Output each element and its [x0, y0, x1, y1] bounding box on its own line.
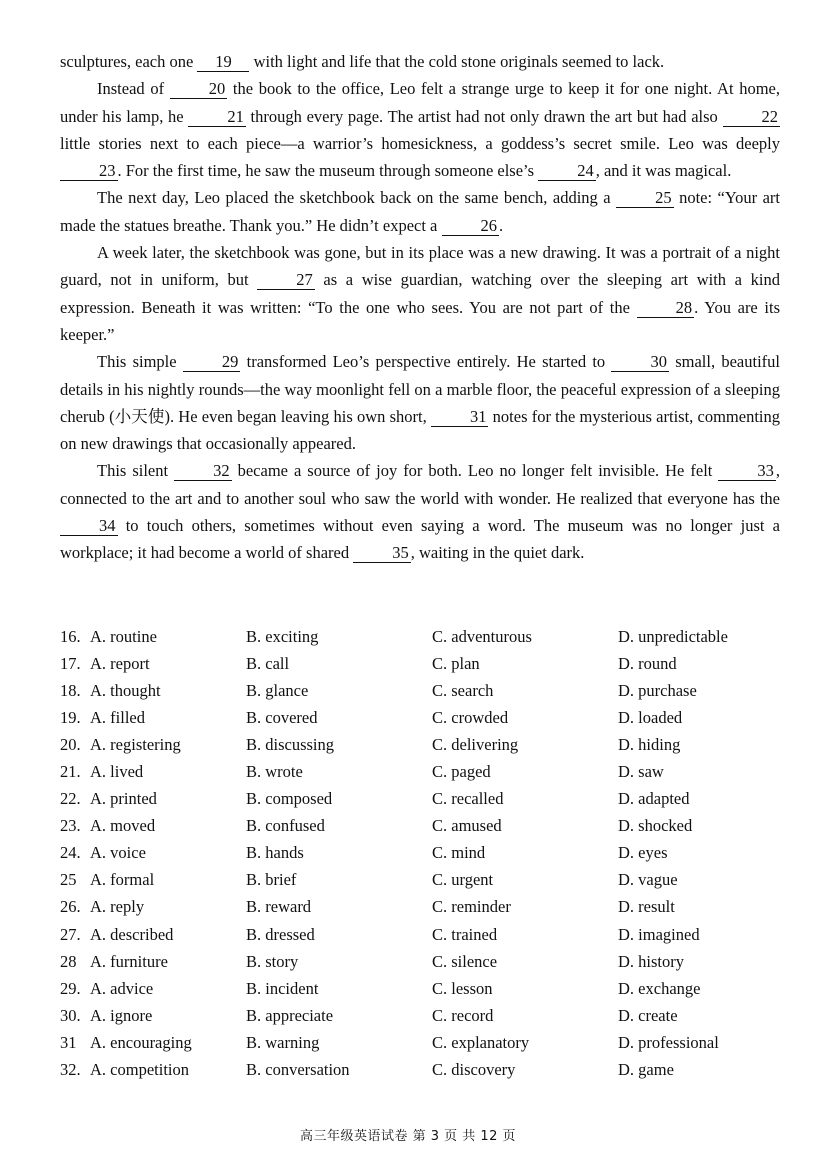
answer-options [60, 623, 780, 1084]
passage-text: transformed Leo’s perspective entirely. He started to [240, 352, 612, 372]
option-a: A. report [90, 653, 150, 673]
option-b: B. wrote [246, 762, 303, 782]
option-d: D. professional [618, 1032, 719, 1052]
option-b: B. composed [246, 789, 333, 809]
option-a-cell [60, 762, 246, 782]
option-d: D. vague [618, 870, 678, 890]
option-row [60, 758, 780, 785]
question-number: 31 [60, 1032, 77, 1052]
page-footer: 高三年级英语试卷 第 3 页 共 12 页 [299, 1129, 517, 1144]
option-row [60, 867, 780, 894]
option-a-cell [60, 1033, 246, 1053]
passage-text: Instead of [97, 79, 170, 99]
option-c: C. paged [432, 762, 491, 782]
option-a-cell [60, 627, 246, 647]
option-b: B. call [246, 653, 290, 673]
option-a: A. reply [90, 897, 145, 917]
option-row [60, 1029, 780, 1056]
option-c: C. search [432, 680, 494, 700]
option-a-cell [60, 952, 246, 972]
option-d: D. adapted [618, 789, 690, 809]
option-c: C. plan [432, 653, 480, 673]
option-a: A. ignore [90, 1005, 153, 1025]
option-b: B. exciting [246, 626, 319, 646]
passage-text: The next day, Leo placed the sketchbook back on the same bench, adding a [97, 188, 617, 208]
option-a-cell [60, 870, 246, 890]
option-b: B. hands [246, 843, 304, 863]
option-d: D. history [618, 951, 684, 971]
passage-text: the book to the office, Leo felt a strange urge to keep it for one night. At home, under his lamp, he [60, 79, 780, 126]
question-number: 20. [60, 734, 81, 754]
blank-32: 32 [174, 462, 232, 481]
question-number: 22. [60, 789, 81, 809]
blank-24: 24 [538, 162, 596, 181]
option-row [60, 894, 780, 921]
option-b: B. warning [246, 1032, 320, 1052]
option-b: B. brief [246, 870, 297, 890]
blank-31: 31 [431, 408, 489, 427]
option-row [60, 623, 780, 650]
option-a: A. furniture [90, 951, 168, 971]
passage-text: This simple [97, 352, 183, 372]
passage-text: , and it was magical. [595, 161, 732, 181]
option-a-cell [60, 681, 246, 701]
option-a-cell [60, 654, 246, 674]
blank-34: 34 [60, 517, 118, 536]
blank-25: 25 [616, 189, 674, 208]
blank-35: 35 [353, 544, 411, 563]
option-a: A. lived [90, 762, 144, 782]
option-a: A. competition [90, 1060, 189, 1080]
option-row [60, 731, 780, 758]
option-a: A. registering [90, 734, 181, 754]
option-c: C. silence [432, 951, 498, 971]
question-number: 27. [60, 924, 81, 944]
option-row [60, 650, 780, 677]
option-c: C. record [432, 1005, 494, 1025]
passage-paragraph [60, 239, 780, 348]
option-c: C. reminder [432, 897, 511, 917]
option-d: D. imagined [618, 924, 700, 944]
option-a-cell [60, 816, 246, 836]
option-a: A. advice [90, 978, 154, 998]
option-c: C. mind [432, 843, 486, 863]
option-a-cell [60, 708, 246, 728]
passage-text: , connected to the art and to another soul who saw the world with wonder. He realized that everyone has the [60, 461, 780, 508]
option-a-cell [60, 1006, 246, 1026]
option-d: D. saw [618, 762, 664, 782]
option-c: C. recalled [432, 789, 504, 809]
blank-27: 27 [257, 271, 315, 290]
passage-text: . For the first time, he saw the museum through someone else’s [117, 161, 539, 181]
option-row [60, 840, 780, 867]
passage-paragraph [60, 75, 780, 184]
option-a: A. voice [90, 843, 146, 863]
option-b: B. glance [246, 680, 309, 700]
passage-text: small, beautiful details in his nightly rounds—the way moonlight fell on a marble floor, the peaceful expression of a sleeping cherub (小天使). He even began leaving his own short, [60, 352, 780, 426]
option-d: D. purchase [618, 680, 697, 700]
passage-text: . [499, 215, 504, 235]
option-a-cell [60, 843, 246, 863]
question-number: 32. [60, 1060, 81, 1080]
passage-text: . You are its keeper.” [60, 297, 780, 344]
option-c: C. amused [432, 816, 502, 836]
option-d: D. result [618, 897, 675, 917]
option-a: A. thought [90, 680, 161, 700]
passage-text: became a source of joy for both. Leo no longer felt invisible. He felt [231, 461, 719, 481]
option-a-cell [60, 925, 246, 945]
passage-text: , waiting in the quiet dark. [410, 543, 585, 563]
option-c: C. lesson [432, 978, 493, 998]
passage-text: A week later, the sketchbook was gone, but in its place was a new drawing. It was a portrait of a night guard, not in uniform, but [60, 243, 780, 290]
option-c: C. adventurous [432, 626, 532, 646]
option-a-cell [60, 979, 246, 999]
option-a: A. encouraging [90, 1032, 192, 1052]
blank-20: 20 [170, 80, 228, 99]
option-b: B. story [246, 951, 299, 971]
blank-19: 19 [197, 53, 249, 72]
option-d: D. game [618, 1060, 674, 1080]
blank-29: 29 [183, 353, 241, 372]
option-row [60, 975, 780, 1002]
option-d: D. unpredictable [618, 626, 728, 646]
option-row [60, 1002, 780, 1029]
passage-text: This silent [97, 461, 175, 481]
passage-text: sculptures, each one [60, 52, 198, 71]
option-b: B. conversation [246, 1060, 350, 1080]
option-a: A. routine [90, 626, 157, 646]
option-c: C. explanatory [432, 1032, 530, 1052]
option-c: C. discovery [432, 1060, 516, 1080]
passage-text: through every page. The artist had not only drawn the art but had also [245, 106, 723, 126]
option-b: B. discussing [246, 734, 335, 754]
option-b: B. appreciate [246, 1005, 334, 1025]
option-row [60, 1057, 780, 1084]
passage-text: as a wise guardian, watching over the sleeping art with a kind expression. Beneath it was written: “To the one who sees. You are not part of the [60, 270, 780, 317]
option-d: D. shocked [618, 816, 693, 836]
blank-26: 26 [442, 217, 500, 236]
option-row [60, 921, 780, 948]
option-a: A. moved [90, 816, 156, 836]
question-number: 18. [60, 680, 81, 700]
blank-23: 23 [60, 162, 118, 181]
passage-text: little stories next to each piece—a warrior’s homesickness, a goddess’s secret smile. Leo was deeply [60, 133, 780, 153]
option-b: B. covered [246, 707, 318, 727]
question-number: 25 [60, 870, 77, 890]
passage-text: with light and life that the cold stone originals seemed to lack. [249, 52, 665, 71]
option-c: C. urgent [432, 870, 494, 890]
option-row [60, 704, 780, 731]
option-row [60, 813, 780, 840]
question-number: 19. [60, 707, 81, 727]
option-c: C. trained [432, 924, 498, 944]
option-a-cell [60, 897, 246, 917]
option-c: C. delivering [432, 734, 519, 754]
option-a: A. filled [90, 707, 145, 727]
passage-text: notes for the mysterious artist, commenting on new drawings that occasionally appeared. [60, 406, 780, 454]
option-a: A. formal [90, 870, 155, 890]
blank-33: 33 [718, 462, 776, 481]
option-d: D. loaded [618, 707, 683, 727]
option-a-cell [60, 789, 246, 809]
cloze-passage [60, 48, 780, 567]
option-a: A. described [90, 924, 174, 944]
option-b: B. dressed [246, 924, 315, 944]
passage-paragraph [60, 457, 780, 566]
question-number: 17. [60, 653, 81, 673]
passage-text: note: “Your art made the statues breathe. Thank you.” He didn’t expect a [60, 188, 780, 235]
option-d: D. exchange [618, 978, 701, 998]
option-d: D. hiding [618, 734, 681, 754]
option-row [60, 948, 780, 975]
option-b: B. incident [246, 978, 319, 998]
option-d: D. eyes [618, 843, 668, 863]
question-number: 24. [60, 843, 81, 863]
option-row [60, 786, 780, 813]
question-number: 16. [60, 626, 81, 646]
passage-paragraph [60, 348, 780, 457]
option-a-cell [60, 735, 246, 755]
option-row [60, 677, 780, 704]
option-a: A. printed [90, 789, 157, 809]
option-b: B. confused [246, 816, 325, 836]
question-number: 23. [60, 816, 81, 836]
blank-30: 30 [611, 353, 669, 372]
blank-21: 21 [188, 108, 246, 127]
blank-28: 28 [637, 299, 695, 318]
blank-22: 22 [723, 108, 781, 127]
passage-paragraph [60, 184, 780, 239]
option-b: B. reward [246, 897, 312, 917]
option-a-cell [60, 1060, 246, 1080]
question-number: 21. [60, 762, 81, 782]
passage-text: to touch others, sometimes without even saying a word. The museum was no longer just a workplace; it had become a world of shared [60, 516, 780, 563]
option-d: D. create [618, 1005, 678, 1025]
passage-paragraph [60, 48, 780, 75]
option-c: C. crowded [432, 707, 509, 727]
question-number: 28 [60, 951, 77, 971]
question-number: 26. [60, 897, 81, 917]
option-d: D. round [618, 653, 677, 673]
question-number: 29. [60, 978, 81, 998]
question-number: 30. [60, 1005, 81, 1025]
